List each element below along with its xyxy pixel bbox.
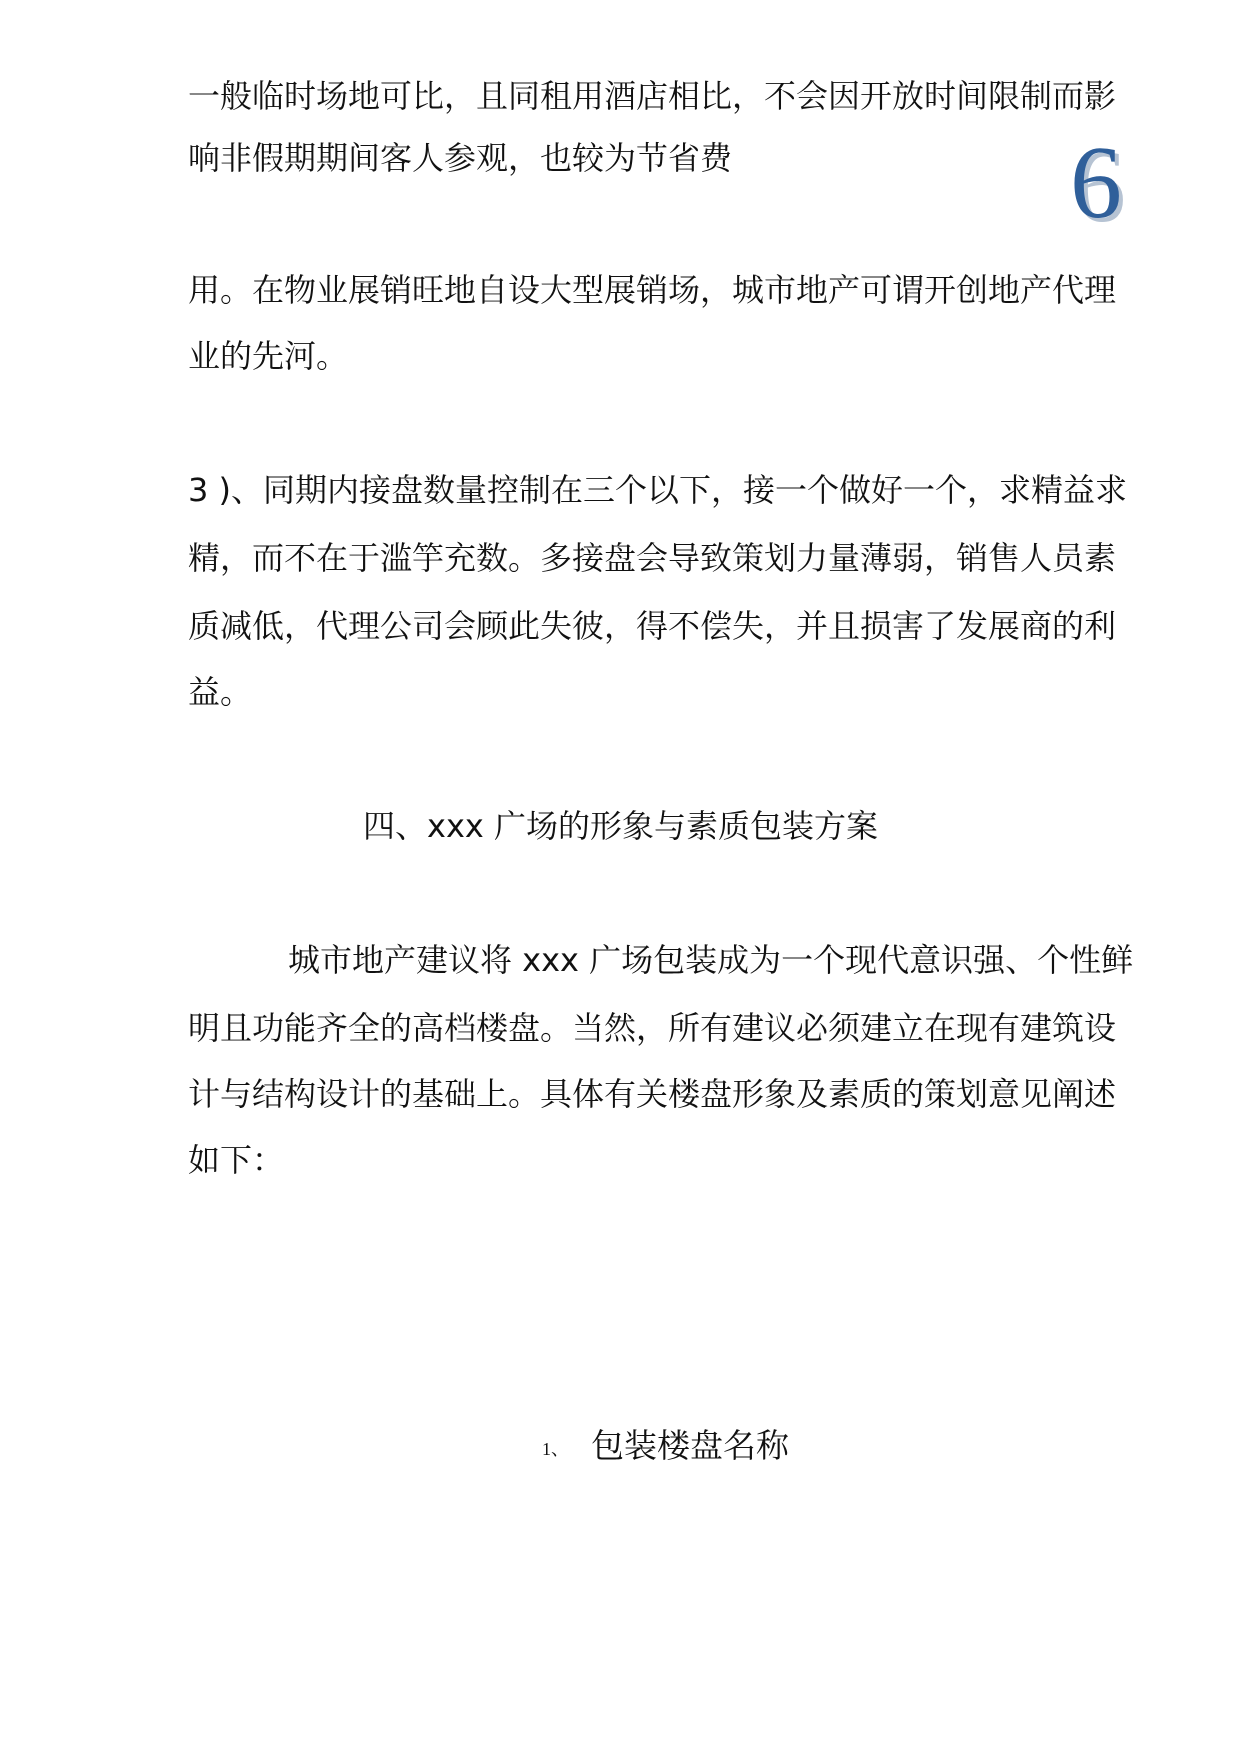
text-line: 城市地产建议将 xxx 广场包装成为一个现代意识强、个性鲜 — [288, 941, 1134, 979]
text-line: 响非假期期间客人参观，也较为节省费 — [188, 139, 733, 177]
subheading — [542, 1426, 789, 1469]
text-line: 质减低，代理公司会顾此失彼，得不偿失，并且损害了发展商的利 — [188, 607, 1117, 645]
text-line: 3 )、同期内接盘数量控制在三个以下，接一个做好一个，求精益求 — [188, 471, 1128, 509]
text-line: 明且功能齐全的高档楼盘。当然，所有建议必须建立在现有建筑设 — [188, 1009, 1117, 1047]
text-line: 如下： — [188, 1141, 285, 1179]
section-heading: 四、xxx 广场的形象与素质包装方案 — [363, 807, 878, 845]
text-line: 精，而不在于滥竽充数。多接盘会导致策划力量薄弱，销售人员素 — [188, 539, 1117, 577]
text-line: 用。在物业展销旺地自设大型展销场，城市地产可谓开创地产代理 — [188, 271, 1117, 309]
page-number: 6 — [1070, 125, 1122, 240]
subheading-text: 包装楼盘名称 — [591, 1426, 789, 1465]
text-line: 益。 — [188, 673, 253, 711]
text-line: 一般临时场地可比，且同租用酒店相比，不会因开放时间限制而影 — [188, 77, 1117, 115]
text-line: 业的先河。 — [188, 337, 349, 375]
text-line: 计与结构设计的基础上。具体有关楼盘形象及素质的策划意见阐述 — [188, 1075, 1117, 1113]
subheading-number: 1、 — [542, 1439, 569, 1459]
